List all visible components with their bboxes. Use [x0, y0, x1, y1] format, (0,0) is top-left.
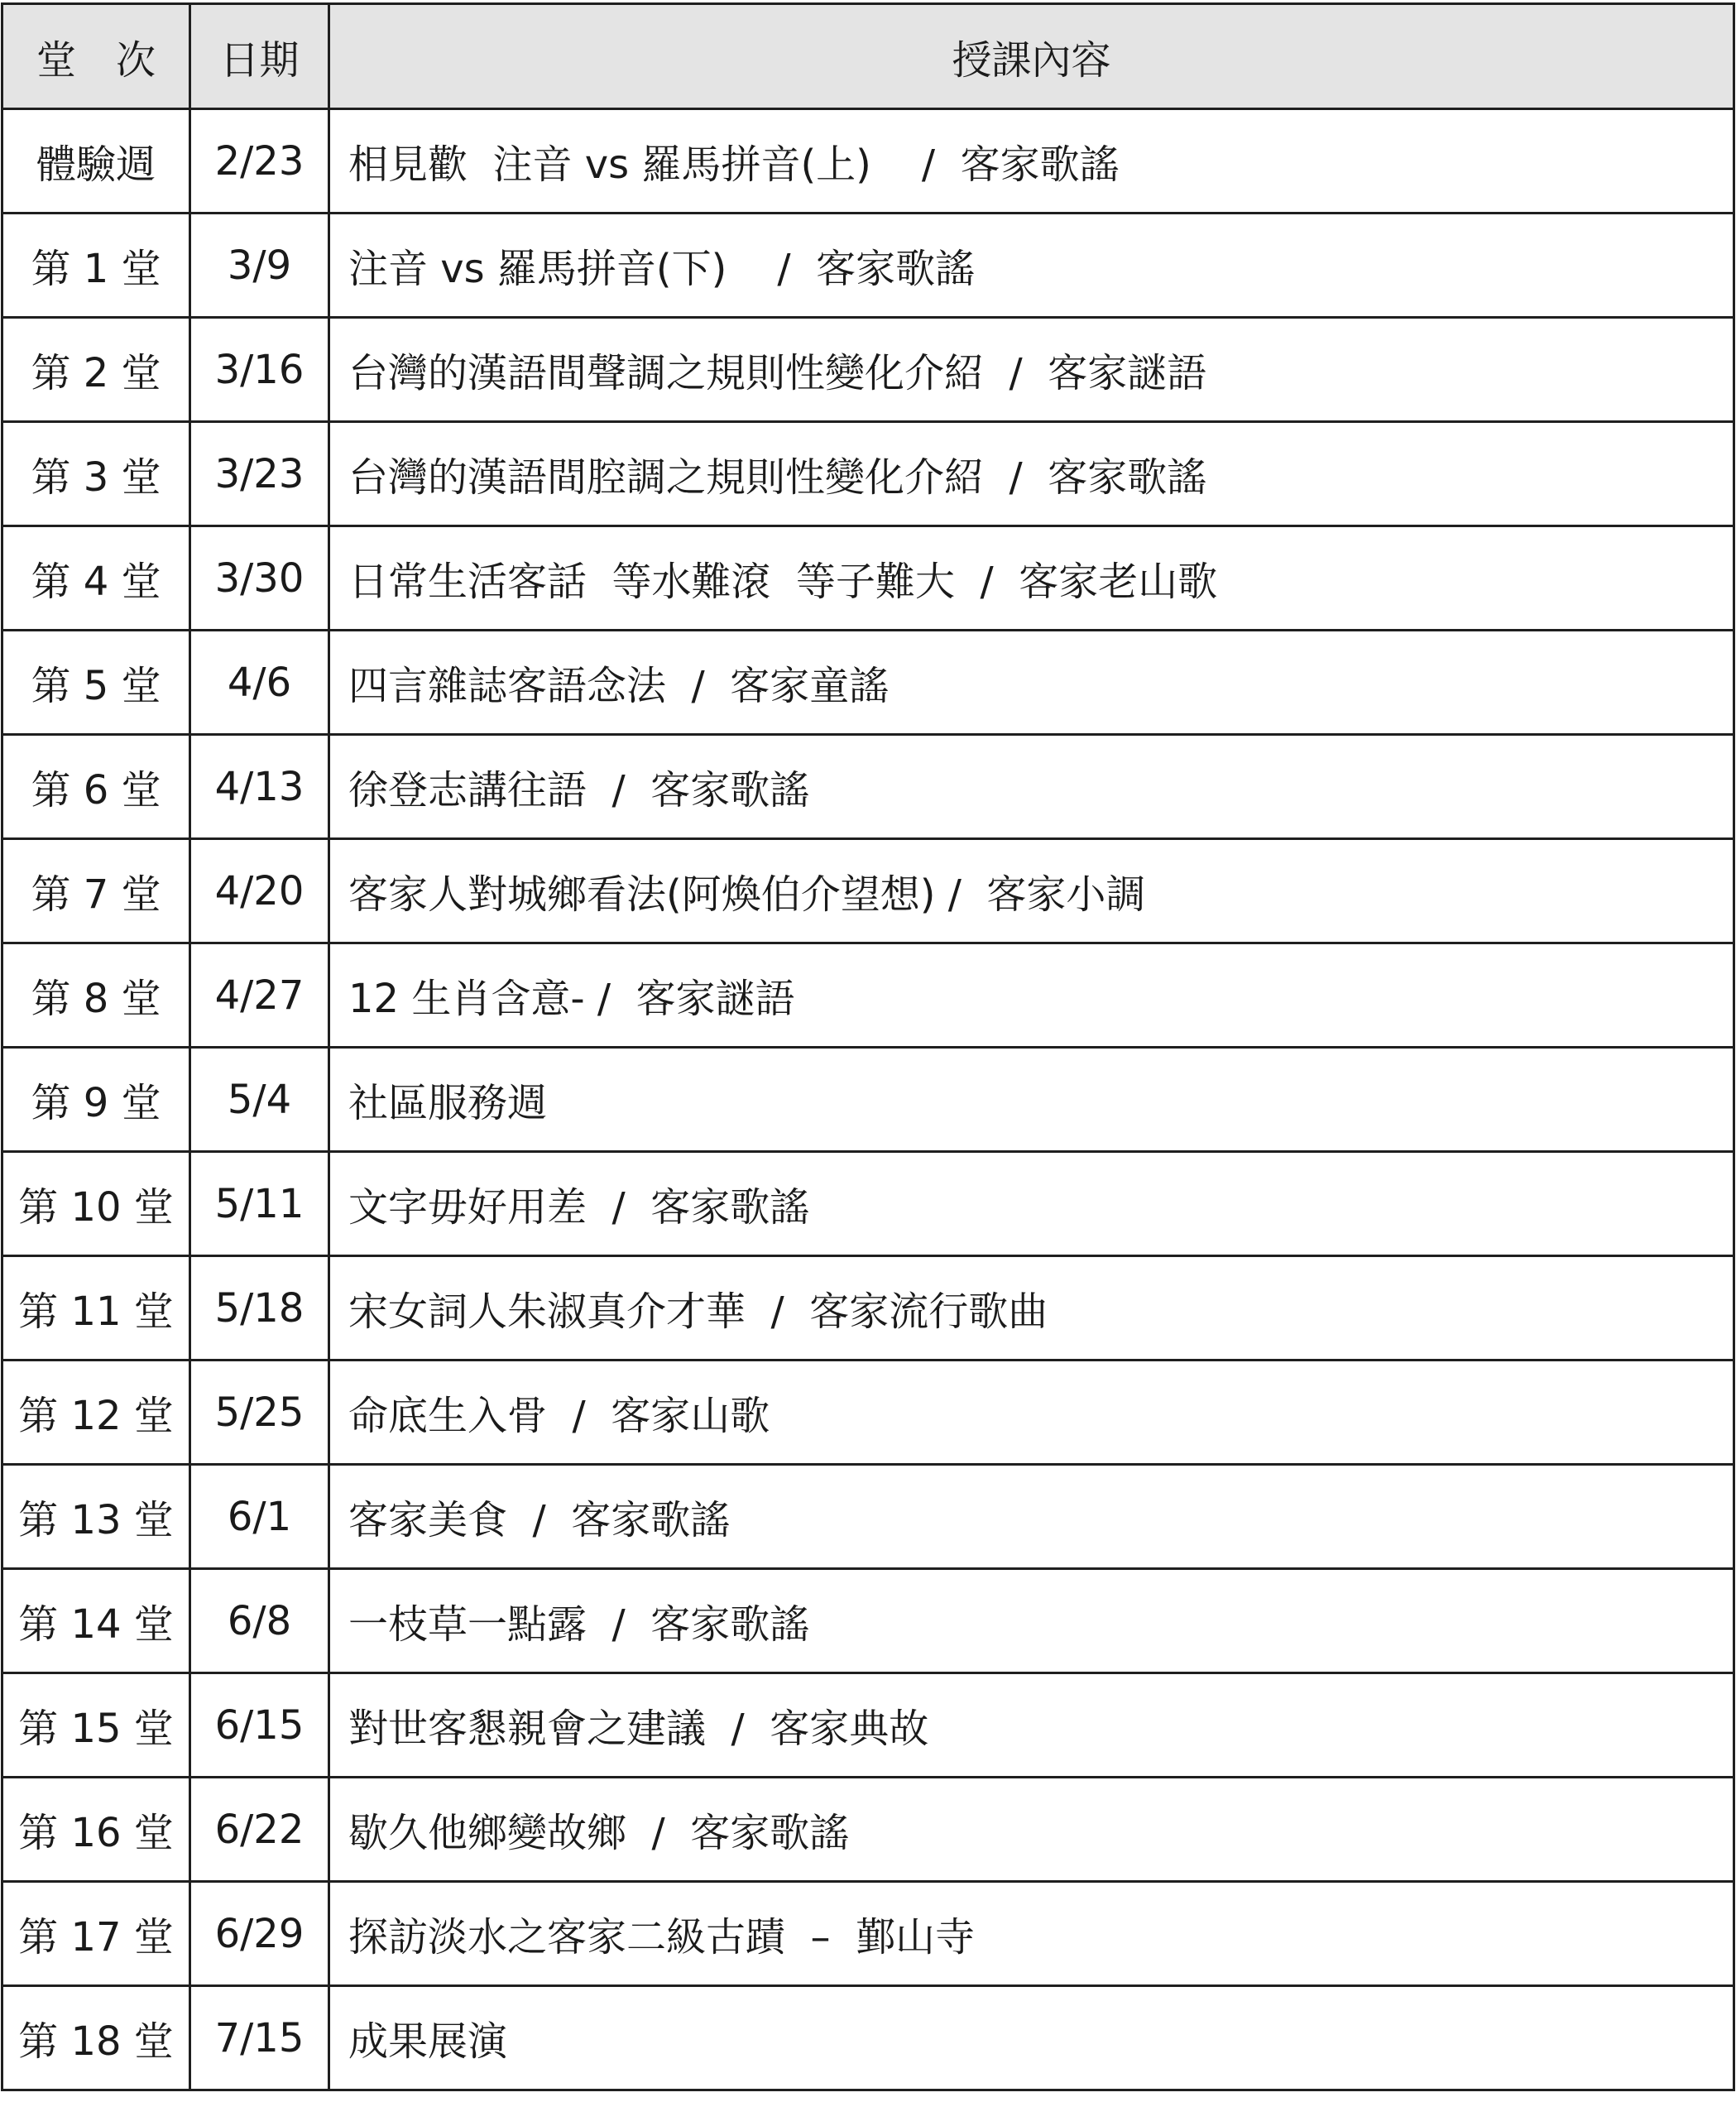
content-cell: 宋女詞人朱淑真介才華 / 客家流行歌曲 — [329, 1256, 1734, 1361]
date-cell: 6/22 — [190, 1778, 329, 1882]
header-row — [2, 4, 1734, 109]
session-cell: 第 10 堂 — [2, 1152, 190, 1256]
content-cell: 注音 vs 羅馬拼音(下) / 客家歌謠 — [329, 214, 1734, 318]
date-cell: 7/15 — [190, 1986, 329, 2090]
table-row — [2, 1986, 1734, 2090]
header-date: 日期 — [190, 4, 329, 109]
content-cell: 日常生活客話 等水難滾 等子難大 / 客家老山歌 — [329, 526, 1734, 631]
table-row — [2, 214, 1734, 318]
session-cell: 第 6 堂 — [2, 735, 190, 839]
content-cell: 歇久他鄉變故鄉 / 客家歌謠 — [329, 1778, 1734, 1882]
table-row — [2, 943, 1734, 1048]
session-cell: 第 4 堂 — [2, 526, 190, 631]
table-body — [2, 109, 1734, 2090]
session-cell: 第 15 堂 — [2, 1673, 190, 1778]
table-row — [2, 1882, 1734, 1986]
content-cell: 客家人對城鄉看法(阿煥伯介望想) / 客家小調 — [329, 839, 1734, 943]
session-cell: 第 8 堂 — [2, 943, 190, 1048]
content-cell: 社區服務週 — [329, 1048, 1734, 1152]
content-cell: 成果展演 — [329, 1986, 1734, 2090]
date-cell: 3/9 — [190, 214, 329, 318]
session-cell: 體驗週 — [2, 109, 190, 214]
content-cell: 徐登志講往語 / 客家歌謠 — [329, 735, 1734, 839]
content-cell: 一枝草一點露 / 客家歌謠 — [329, 1569, 1734, 1673]
date-cell: 4/27 — [190, 943, 329, 1048]
table-row — [2, 1569, 1734, 1673]
table-row — [2, 526, 1734, 631]
table-row — [2, 735, 1734, 839]
session-cell: 第 11 堂 — [2, 1256, 190, 1361]
table-row — [2, 1673, 1734, 1778]
date-cell: 3/16 — [190, 318, 329, 422]
session-cell: 第 9 堂 — [2, 1048, 190, 1152]
session-cell: 第 13 堂 — [2, 1465, 190, 1569]
content-cell: 客家美食 / 客家歌謠 — [329, 1465, 1734, 1569]
table-row — [2, 1465, 1734, 1569]
content-cell: 台灣的漢語間腔調之規則性變化介紹 / 客家歌謠 — [329, 422, 1734, 526]
session-cell: 第 2 堂 — [2, 318, 190, 422]
table-row — [2, 839, 1734, 943]
header-session: 堂 次 — [2, 4, 190, 109]
date-cell: 5/11 — [190, 1152, 329, 1256]
content-cell: 四言雜誌客語念法 / 客家童謠 — [329, 631, 1734, 735]
session-cell: 第 16 堂 — [2, 1778, 190, 1882]
date-cell: 6/29 — [190, 1882, 329, 1986]
date-cell: 4/6 — [190, 631, 329, 735]
date-cell: 2/23 — [190, 109, 329, 214]
content-cell: 相見歡 注音 vs 羅馬拼音(上) / 客家歌謠 — [329, 109, 1734, 214]
date-cell: 6/8 — [190, 1569, 329, 1673]
header-content: 授課內容 — [329, 4, 1734, 109]
table-header — [2, 4, 1734, 109]
date-cell: 5/18 — [190, 1256, 329, 1361]
table-row — [2, 1778, 1734, 1882]
session-cell: 第 12 堂 — [2, 1361, 190, 1465]
table-row — [2, 318, 1734, 422]
date-cell: 6/15 — [190, 1673, 329, 1778]
content-cell: 12 生肖含意- / 客家謎語 — [329, 943, 1734, 1048]
content-cell: 台灣的漢語間聲調之規則性變化介紹 / 客家謎語 — [329, 318, 1734, 422]
content-cell: 探訪淡水之客家二級古蹟 – 鄞山寺 — [329, 1882, 1734, 1986]
table-row — [2, 1048, 1734, 1152]
table-row — [2, 422, 1734, 526]
content-cell: 命底生入骨 / 客家山歌 — [329, 1361, 1734, 1465]
table-row — [2, 1361, 1734, 1465]
date-cell: 6/1 — [190, 1465, 329, 1569]
content-cell: 對世客懇親會之建議 / 客家典故 — [329, 1673, 1734, 1778]
table-row — [2, 631, 1734, 735]
date-cell: 4/20 — [190, 839, 329, 943]
date-cell: 3/30 — [190, 526, 329, 631]
session-cell: 第 17 堂 — [2, 1882, 190, 1986]
session-cell: 第 5 堂 — [2, 631, 190, 735]
session-cell: 第 18 堂 — [2, 1986, 190, 2090]
table-row — [2, 109, 1734, 214]
course-schedule-table — [1, 2, 1735, 2091]
session-cell: 第 14 堂 — [2, 1569, 190, 1673]
content-cell: 文字毋好用差 / 客家歌謠 — [329, 1152, 1734, 1256]
session-cell: 第 7 堂 — [2, 839, 190, 943]
table-row — [2, 1256, 1734, 1361]
date-cell: 4/13 — [190, 735, 329, 839]
date-cell: 5/4 — [190, 1048, 329, 1152]
session-cell: 第 3 堂 — [2, 422, 190, 526]
table-row — [2, 1152, 1734, 1256]
date-cell: 5/25 — [190, 1361, 329, 1465]
date-cell: 3/23 — [190, 422, 329, 526]
session-cell: 第 1 堂 — [2, 214, 190, 318]
